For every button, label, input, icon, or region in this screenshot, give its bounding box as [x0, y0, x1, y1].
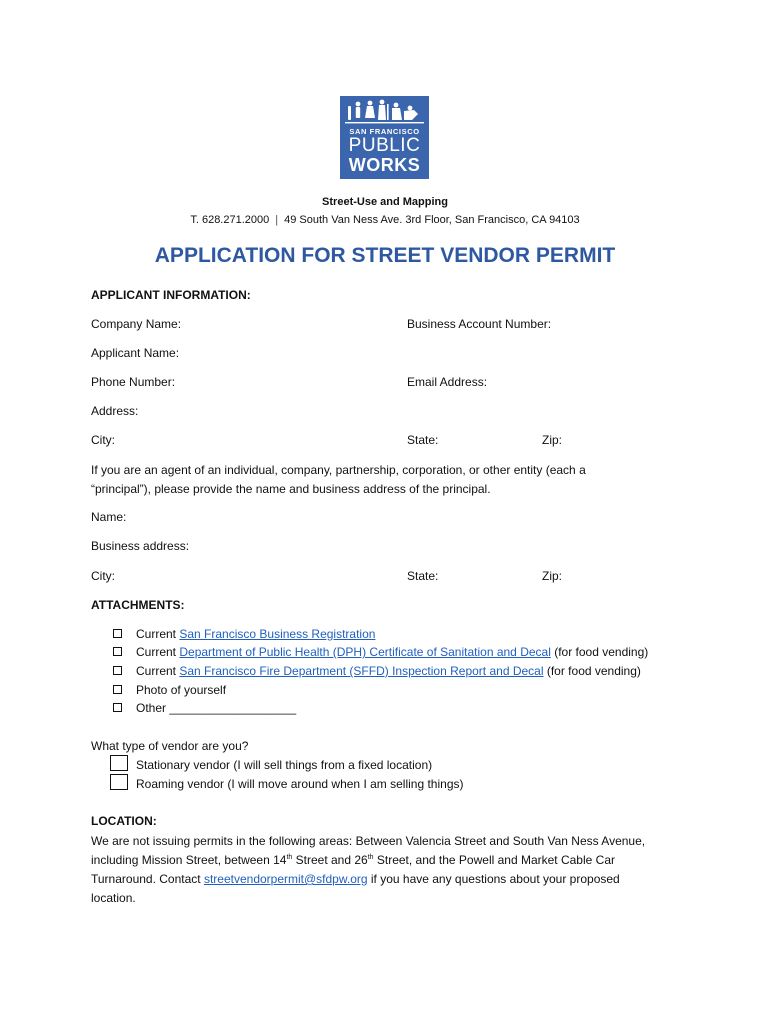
ordinal-suffix: th [286, 854, 293, 861]
principal-state-label: State: [407, 569, 439, 583]
office-address: 49 South Van Ness Ave. 3rd Floor, San Francisco, CA 94103 [284, 214, 580, 226]
sffd-inspection-link[interactable]: San Francisco Fire Department (SFFD) Inspection Report and Decal [179, 664, 544, 678]
attachment-prefix: Current [136, 664, 180, 678]
roaming-vendor-checkbox[interactable] [110, 774, 128, 790]
dph-certificate-link[interactable]: Department of Public Health (DPH) Certificate of Sanitation and Decal [179, 645, 551, 659]
agent-instructions-line-1: If you are an agent of an individual, company, partnership, corporation, or other entity (each a [91, 463, 586, 477]
principal-business-address-label: Business address: [91, 539, 190, 553]
attachment-checkbox[interactable] [113, 647, 122, 656]
location-text-part: including Mission Street, between 14 [91, 853, 287, 867]
business-registration-link[interactable]: San Francisco Business Registration [179, 627, 376, 641]
applicant-name-label: Applicant Name: [91, 346, 180, 360]
location-text-part: Turnaround. Contact [91, 872, 204, 886]
attachment-checkbox[interactable] [113, 629, 122, 638]
attachment-item [136, 627, 375, 641]
vendor-type-question: What type of vendor are you? [91, 739, 249, 753]
attachment-checkbox[interactable] [113, 666, 122, 675]
contact-email-link[interactable]: streetvendorpermit@sfdpw.org [203, 872, 368, 886]
attachments-heading: ATTACHMENTS: [91, 598, 185, 612]
attachment-checkbox[interactable] [113, 685, 122, 694]
ordinal-suffix: th [367, 854, 374, 861]
email-address-label: Email Address: [407, 375, 488, 389]
location-text-part: if you have any questions about your proposed [367, 872, 620, 886]
location-text-line-1: We are not issuing permits in the following areas: Between Valencia Street and South Van Ness Avenue, [91, 834, 646, 848]
address-label: Address: [91, 404, 139, 418]
attachment-prefix: Current [136, 627, 180, 641]
attachment-item: Other ___________________ [136, 701, 297, 715]
phone-number-label: Phone Number: [91, 375, 176, 389]
logo-line-works: WORKS [348, 155, 421, 175]
applicant-info-heading: APPLICANT INFORMATION: [91, 288, 251, 302]
state-label: State: [407, 433, 439, 447]
location-text-line-3 [91, 870, 620, 889]
attachment-item [136, 664, 641, 678]
roaming-vendor-label: Roaming vendor (I will move around when I am selling things) [136, 777, 464, 791]
attachment-checkbox[interactable] [113, 703, 122, 712]
attachment-item: Photo of yourself [136, 683, 227, 697]
phone-number: T. 628.271.2000 [190, 214, 270, 226]
principal-zip-label: Zip: [542, 569, 563, 583]
stationary-vendor-checkbox[interactable] [110, 755, 128, 771]
attachment-suffix: (for food vending) [550, 645, 649, 659]
stationary-vendor-label: Stationary vendor (I will sell things from a fixed location) [136, 758, 433, 772]
contact-separator: | [275, 214, 279, 226]
location-heading: LOCATION: [91, 814, 157, 828]
company-name-label: Company Name: [91, 317, 182, 331]
location-text-line-4: location. [91, 891, 136, 905]
location-text-part: Street and 26 [292, 853, 368, 867]
attachment-item [136, 645, 648, 659]
city-label: City: [91, 433, 115, 447]
department-name: Street-Use and Mapping [322, 196, 448, 208]
attachment-suffix: (for food vending) [543, 664, 641, 678]
business-account-number-label: Business Account Number: [407, 317, 552, 331]
logo-line-public: PUBLIC [348, 135, 421, 156]
principal-name-label: Name: [91, 510, 127, 524]
logo-line-san-francisco: SAN FRANCISCO [349, 127, 420, 136]
workers-silhouette-icon [340, 96, 429, 130]
agent-instructions-line-2: “principal”), please provide the name and business address of the principal. [91, 482, 491, 496]
location-text-line-2 [91, 851, 615, 870]
attachment-prefix: Current [136, 645, 180, 659]
sf-public-works-logo [340, 96, 429, 179]
zip-label: Zip: [542, 433, 563, 447]
principal-city-label: City: [91, 569, 115, 583]
contact-line [0, 214, 770, 226]
page-title: APPLICATION FOR STREET VENDOR PERMIT [154, 244, 616, 267]
location-text-part: Street, and the Powell and Market Cable Car [373, 853, 615, 867]
